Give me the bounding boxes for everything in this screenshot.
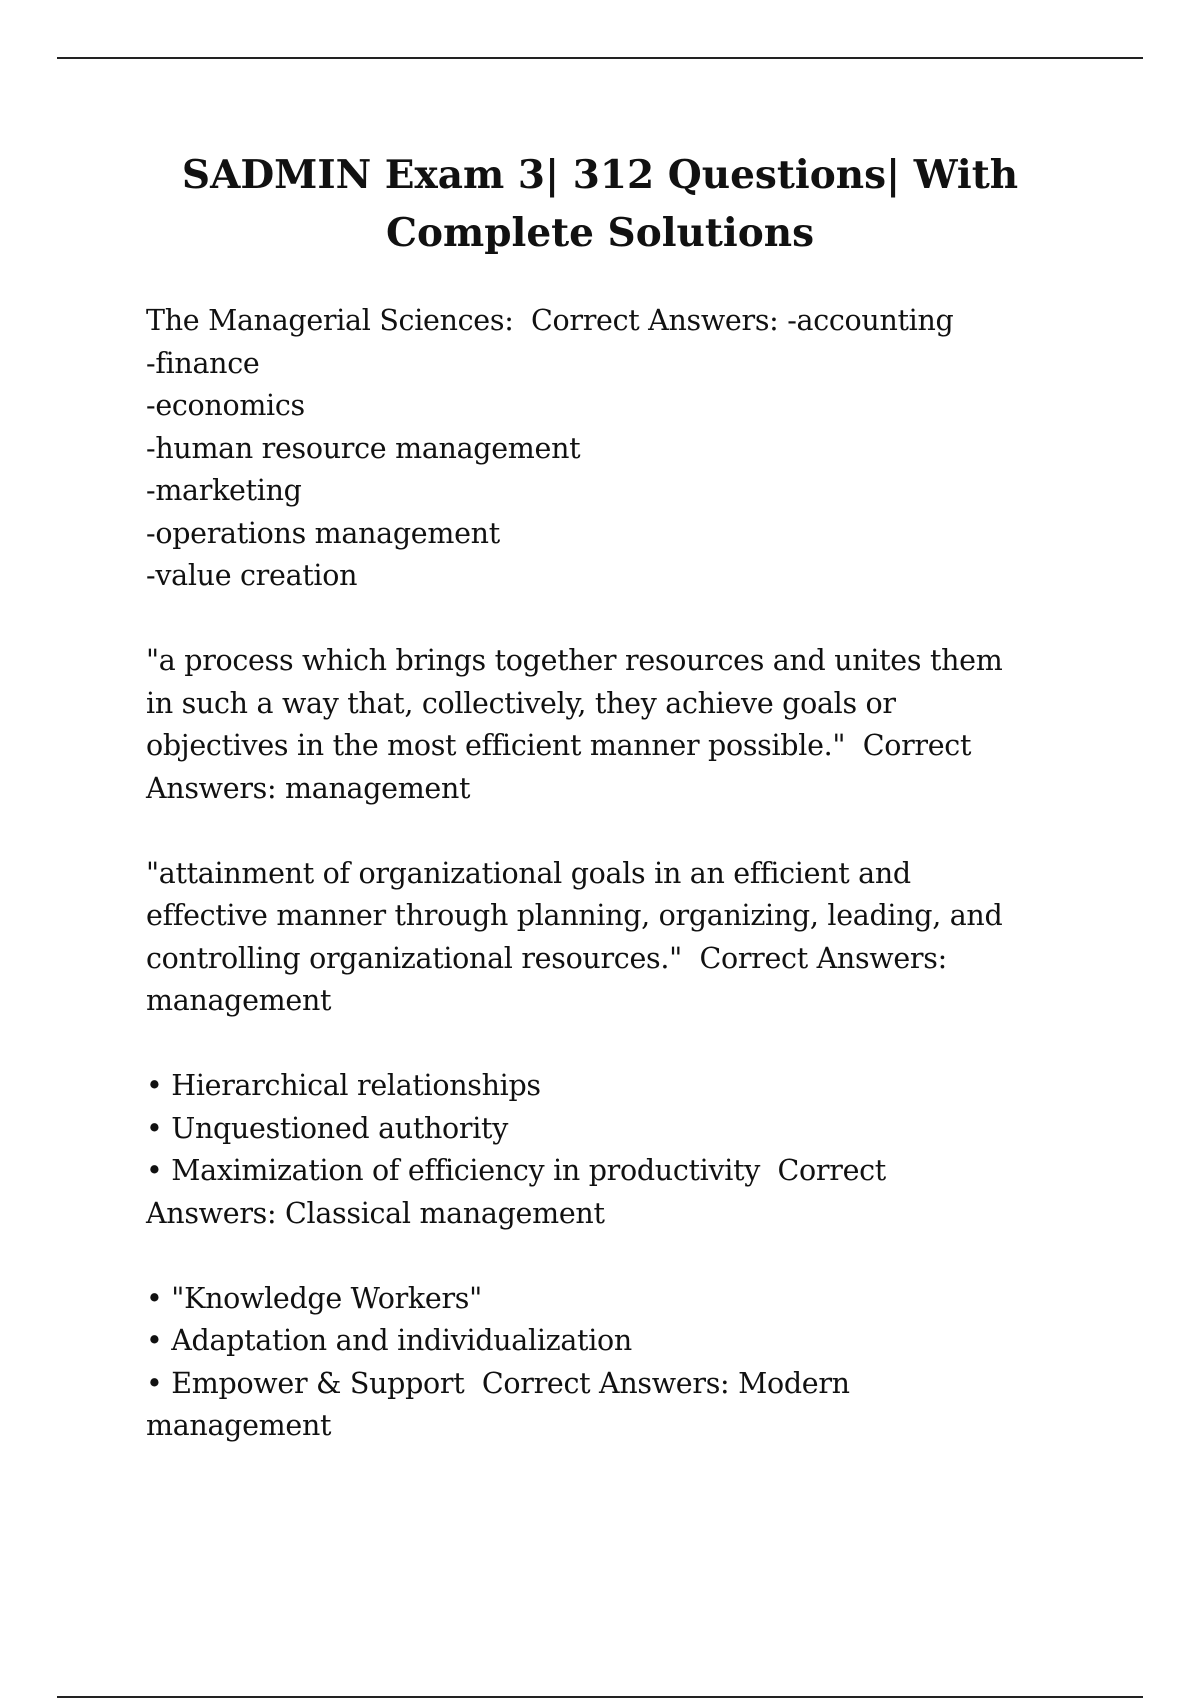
title-line-2: Complete Solutions bbox=[385, 210, 815, 256]
text-line: effective manner through planning, organizing, leading, and bbox=[146, 899, 1003, 932]
qa-block-attainment-definition bbox=[146, 853, 1096, 1023]
text-line: -value creation bbox=[146, 559, 358, 592]
text-line: controlling organizational resources." Correct Answers: bbox=[146, 941, 947, 975]
title-line-1: SADMIN Exam 3| 312 Questions| With bbox=[181, 152, 1019, 198]
text-line: objectives in the most efficient manner possible." Correct bbox=[146, 729, 972, 762]
bullet-line: • Adaptation and individualization bbox=[146, 1324, 632, 1357]
text-line: management bbox=[146, 1409, 332, 1442]
text-line: -economics bbox=[146, 389, 305, 422]
bullet-line: • Empower & Support Correct Answers: Modern bbox=[146, 1366, 850, 1400]
text-line: -operations management bbox=[146, 516, 500, 550]
bullet-line: • Maximization of efficiency in productivity Correct bbox=[146, 1154, 886, 1187]
bullet-line: • Hierarchical relationships bbox=[146, 1069, 541, 1102]
text-line: The Managerial Sciences: Correct Answers: -accounting bbox=[146, 304, 954, 337]
qa-block-managerial-sciences bbox=[146, 300, 1096, 598]
text-line: Answers: Classical management bbox=[146, 1196, 605, 1230]
text-line: -finance bbox=[146, 346, 260, 380]
header-rule bbox=[57, 57, 1143, 59]
qa-block-process-definition bbox=[146, 640, 1096, 810]
footer-rule bbox=[57, 1696, 1143, 1698]
text-line: -marketing bbox=[146, 474, 302, 507]
text-line: -human resource management bbox=[146, 431, 581, 465]
text-line: in such a way that, collectively, they achieve goals or bbox=[146, 686, 896, 720]
qa-block-classical-management bbox=[146, 1065, 1096, 1235]
text-line: Answers: management bbox=[146, 771, 471, 805]
bullet-line: • "Knowledge Workers" bbox=[146, 1281, 482, 1315]
document-title bbox=[100, 146, 1100, 262]
text-line: "a process which brings together resources and unites them bbox=[146, 644, 1003, 677]
document-body bbox=[146, 300, 1096, 1490]
text-line: "attainment of organizational goals in an efficient and bbox=[146, 856, 911, 890]
bullet-line: • Unquestioned authority bbox=[146, 1111, 508, 1145]
qa-block-modern-management bbox=[146, 1278, 1096, 1448]
text-line: management bbox=[146, 984, 332, 1017]
